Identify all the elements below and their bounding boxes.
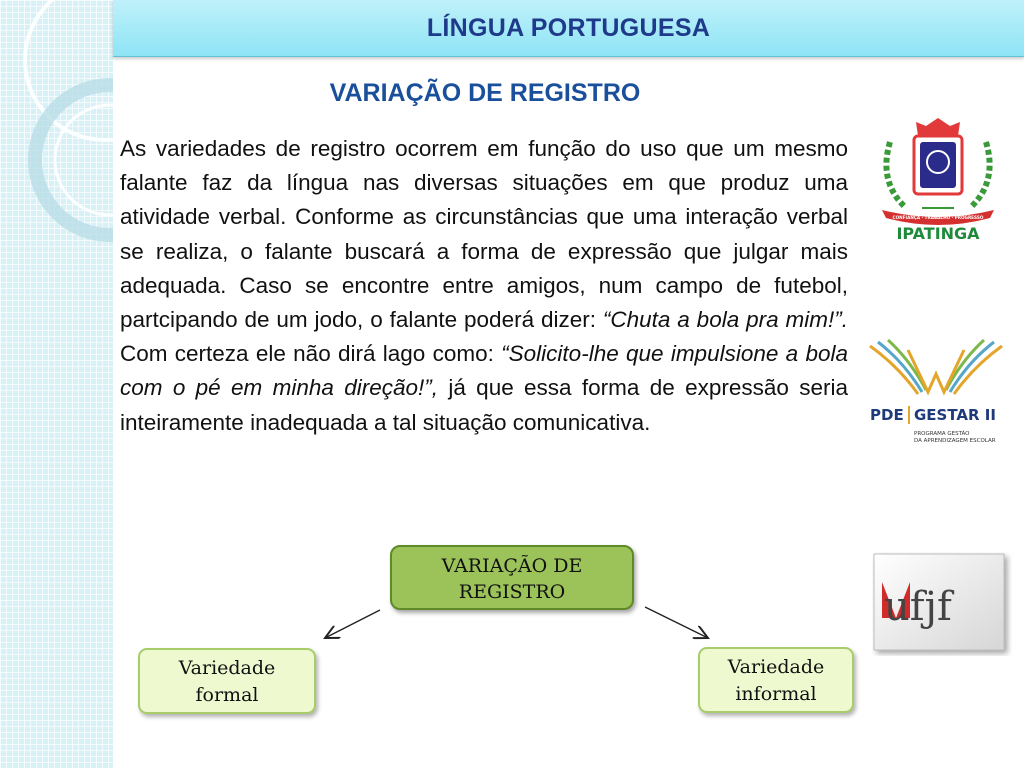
arrow-to-informal — [645, 607, 708, 638]
diagram-root-line-1: VARIAÇÃO DE — [441, 555, 583, 577]
pde-tagline-1: PROGRAMA GESTÃO — [914, 431, 970, 437]
paragraph-part-2: Com certeza ele não dirá lago como: — [120, 341, 502, 367]
paragraph-part-3: já que essa forma de expressão seria inteiramente inadequada a tal situação comunicativa. — [120, 375, 848, 435]
pde-gestar-logo — [868, 336, 1008, 454]
diagram-formal-line-2: formal — [195, 684, 259, 706]
diagram-root-line-2: REGISTRO — [458, 581, 566, 603]
arrow-to-formal — [325, 610, 380, 638]
page-title: LÍNGUA PORTUGUESA — [426, 14, 711, 42]
ipatinga-logo — [876, 112, 1000, 244]
slide-subtitle: VARIAÇÃO DE REGISTRO — [329, 79, 641, 107]
ufjf-logo — [872, 552, 1012, 656]
diagram-formal-line-1: Variedade — [178, 657, 276, 679]
gestar-label: GESTAR II — [914, 406, 996, 424]
pde-tagline-2: DA APRENDIZAGEM ESCOLAR — [914, 438, 996, 444]
pde-label: PDE — [870, 406, 904, 424]
ipatinga-name: IPATINGA — [896, 224, 980, 243]
pde-divider — [908, 406, 910, 424]
diagram-informal-line-2: informal — [735, 683, 817, 705]
quote-informal: “Chuta a bola pra mim!”. — [602, 307, 848, 333]
ufjf-text: ufjf — [884, 584, 952, 630]
diagram-informal-line-1: Variedade — [727, 656, 825, 678]
ipatinga-ribbon-text: CONFIANÇA · TRABALHO · PROGRESSO — [892, 215, 984, 220]
quote-formal: “Solicito-lhe que impulsione a bola com o pé em minha direção!”, — [120, 341, 848, 401]
paragraph-part-1: As variedades de registro ocorrem em função do uso que um mesmo falante faz da língua nas diversas situações em que produz uma atividade verbal. Conforme as circunstâncias que uma interação verbal se realiza, o falante buscará a forma de expressão que julgar mais adequada. Caso se encontre entre amigos, num campo de futebol, partcipando de um jodo, o falante poderá dizer: — [120, 136, 848, 333]
